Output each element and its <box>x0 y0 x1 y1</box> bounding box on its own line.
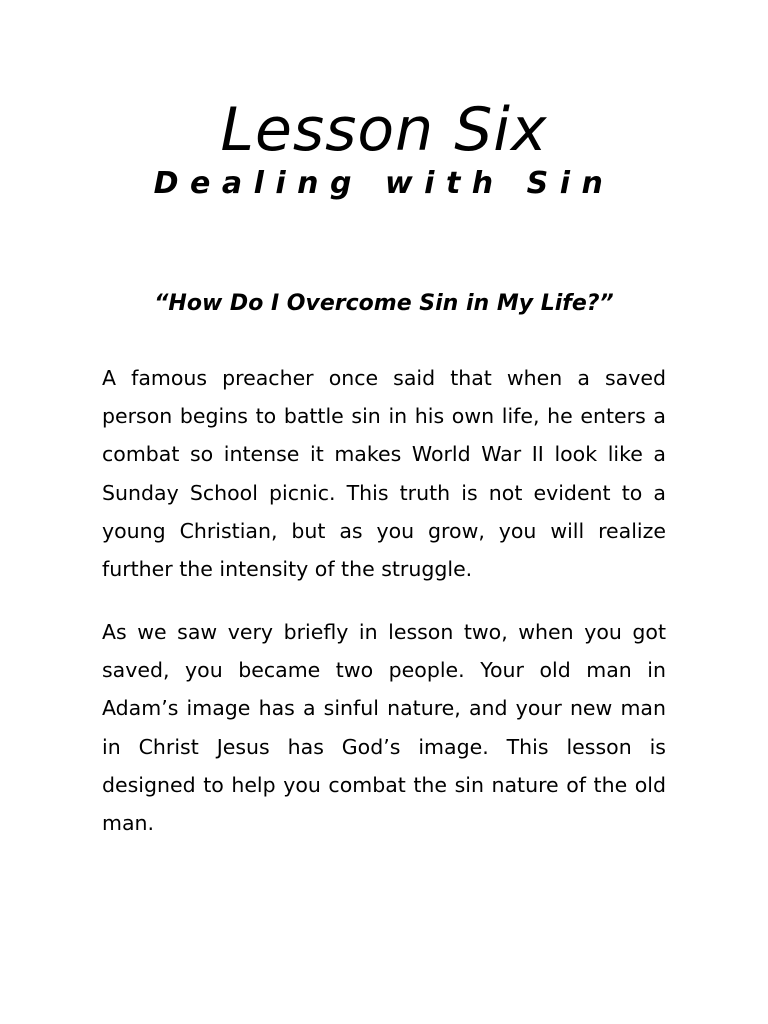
lesson-subtitle: Dealing with Sin <box>153 166 615 201</box>
section-question: “How Do I Overcome Sin in My Life?” <box>154 291 614 316</box>
body-paragraph: A famous preacher once said that when a saved person begins to battle sin in his own life, he enters a combat so intense it makes World War II look like a Sunday School picnic. This truth is not evident to a young Christian, but as you grow, you will realize further the intensity of the struggle. <box>102 366 666 582</box>
lesson-title: Lesson Six <box>220 95 548 165</box>
body-paragraph: As we saw very briefly in lesson two, when you got saved, you became two people. Your old man in Adam’s image has a sinful nature, and your new man in Christ Jesus has God’s image. This lesson is designed to help you combat the sin nature of the old man. <box>102 620 666 836</box>
